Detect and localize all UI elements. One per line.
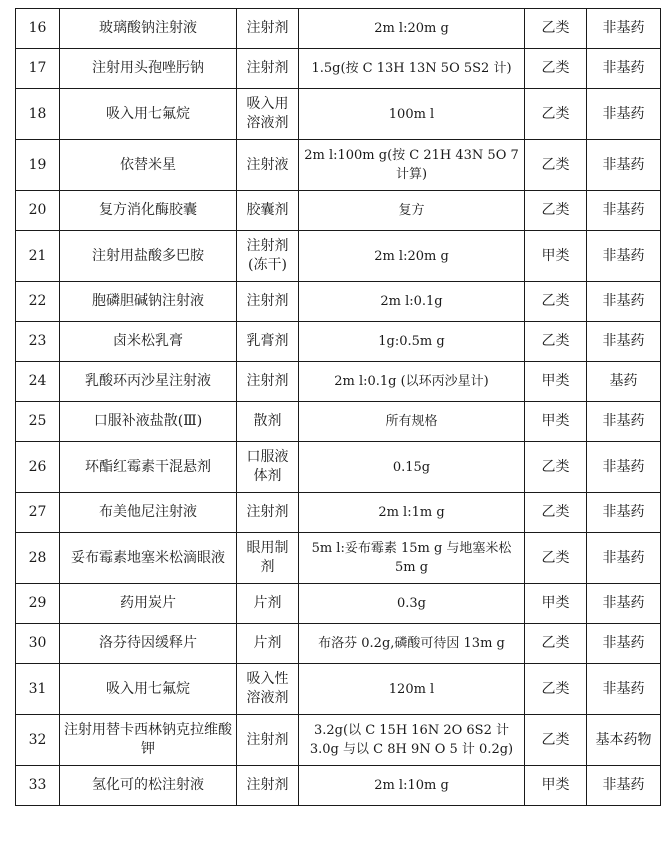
table-row [16,9,661,49]
insurance-class: 乙类 [525,89,587,140]
row-number: 29 [16,584,60,624]
dosage-form: 注射剂 [237,715,299,766]
dosage-form: 吸入性溶液剂 [237,664,299,715]
table-row [16,231,661,282]
dosage-form: 乳膏剂 [237,322,299,362]
insurance-class: 乙类 [525,49,587,89]
row-number: 22 [16,282,60,322]
insurance-class: 乙类 [525,493,587,533]
specification: 布洛芬 0.2g,磷酸可待因 13m g [299,624,525,664]
row-number: 31 [16,664,60,715]
drug-name: 吸入用七氟烷 [60,664,237,715]
essential-status: 非基药 [587,493,661,533]
dosage-form: 注射剂 [237,493,299,533]
drug-name: 布美他尼注射液 [60,493,237,533]
dosage-form: 注射剂 [237,9,299,49]
table-body [16,9,661,806]
row-number: 30 [16,624,60,664]
table-row [16,322,661,362]
drug-name: 依替米星 [60,140,237,191]
drug-name: 玻璃酸钠注射液 [60,9,237,49]
insurance-class: 乙类 [525,191,587,231]
table-row [16,49,661,89]
table-row [16,664,661,715]
specification: 复方 [299,191,525,231]
specification: 2m l:20m g [299,231,525,282]
drug-name: 口服补液盐散(Ⅲ) [60,402,237,442]
essential-status: 非基药 [587,584,661,624]
row-number: 23 [16,322,60,362]
essential-status: 非基药 [587,664,661,715]
row-number: 28 [16,533,60,584]
essential-status: 非基药 [587,89,661,140]
essential-status: 非基药 [587,624,661,664]
row-number: 20 [16,191,60,231]
specification: 5m l:妥布霉素 15m g 与地塞米松 5m g [299,533,525,584]
essential-status: 非基药 [587,140,661,191]
drug-name: 卤米松乳膏 [60,322,237,362]
essential-status: 非基药 [587,191,661,231]
drug-name: 妥布霉素地塞米松滴眼液 [60,533,237,584]
specification: 100m l [299,89,525,140]
table-row [16,533,661,584]
specification: 2m l:0.1g (以环丙沙星计) [299,362,525,402]
specification: 2m l:10m g [299,766,525,806]
insurance-class: 乙类 [525,664,587,715]
insurance-class: 甲类 [525,231,587,282]
essential-status: 非基药 [587,231,661,282]
table-row [16,362,661,402]
row-number: 24 [16,362,60,402]
insurance-class: 乙类 [525,624,587,664]
dosage-form: 眼用制剂 [237,533,299,584]
specification: 3.2g(以 C 15H 16N 2O 6S2 计 3.0g 与以 C 8H 9N O 5 计 0.2g) [299,715,525,766]
essential-status: 非基药 [587,402,661,442]
specification: 1.5g(按 C 13H 13N 5O 5S2 计) [299,49,525,89]
drug-name: 药用炭片 [60,584,237,624]
specification: 0.3g [299,584,525,624]
table-row [16,282,661,322]
dosage-form: 散剂 [237,402,299,442]
row-number: 26 [16,442,60,493]
insurance-class: 甲类 [525,402,587,442]
specification: 120m l [299,664,525,715]
table-row [16,89,661,140]
table-row [16,191,661,231]
dosage-form: 注射剂 [237,49,299,89]
drug-name: 注射用盐酸多巴胺 [60,231,237,282]
dosage-form: 注射剂 [237,766,299,806]
insurance-class: 甲类 [525,362,587,402]
specification: 2m l:0.1g [299,282,525,322]
table-row [16,584,661,624]
specification: 所有规格 [299,402,525,442]
insurance-class: 甲类 [525,766,587,806]
insurance-class: 乙类 [525,442,587,493]
drug-name: 吸入用七氟烷 [60,89,237,140]
essential-status: 非基药 [587,282,661,322]
drug-name: 环酯红霉素干混悬剂 [60,442,237,493]
essential-status: 基本药物 [587,715,661,766]
insurance-class: 乙类 [525,533,587,584]
specification: 2m l:100m g(按 C 21H 43N 5O 7 计算) [299,140,525,191]
row-number: 19 [16,140,60,191]
dosage-form: 吸入用溶液剂 [237,89,299,140]
drug-name: 洛芬待因缓释片 [60,624,237,664]
drug-name: 胞磷胆碱钠注射液 [60,282,237,322]
dosage-form: 片剂 [237,624,299,664]
specification: 2m l:20m g [299,9,525,49]
row-number: 17 [16,49,60,89]
specification: 1g:0.5m g [299,322,525,362]
row-number: 16 [16,9,60,49]
row-number: 27 [16,493,60,533]
drug-name: 注射用替卡西林钠克拉维酸钾 [60,715,237,766]
essential-status: 非基药 [587,533,661,584]
essential-status: 非基药 [587,442,661,493]
essential-status: 基药 [587,362,661,402]
essential-status: 非基药 [587,9,661,49]
row-number: 25 [16,402,60,442]
row-number: 32 [16,715,60,766]
essential-status: 非基药 [587,49,661,89]
dosage-form: 注射剂 [237,362,299,402]
drug-name: 复方消化酶胶囊 [60,191,237,231]
drug-list-table [15,8,661,806]
row-number: 21 [16,231,60,282]
insurance-class: 乙类 [525,140,587,191]
essential-status: 非基药 [587,322,661,362]
dosage-form: 胶囊剂 [237,191,299,231]
dosage-form: 片剂 [237,584,299,624]
table-row [16,402,661,442]
specification: 2m l:1m g [299,493,525,533]
dosage-form: 注射剂(冻干) [237,231,299,282]
insurance-class: 乙类 [525,9,587,49]
insurance-class: 乙类 [525,322,587,362]
essential-status: 非基药 [587,766,661,806]
table-row [16,715,661,766]
row-number: 18 [16,89,60,140]
row-number: 33 [16,766,60,806]
table-row [16,442,661,493]
dosage-form: 注射液 [237,140,299,191]
table-row [16,140,661,191]
insurance-class: 乙类 [525,715,587,766]
insurance-class: 甲类 [525,584,587,624]
specification: 0.15g [299,442,525,493]
drug-name: 氢化可的松注射液 [60,766,237,806]
dosage-form: 口服液体剂 [237,442,299,493]
table-row [16,624,661,664]
drug-name: 乳酸环丙沙星注射液 [60,362,237,402]
table-row [16,766,661,806]
insurance-class: 乙类 [525,282,587,322]
table-row [16,493,661,533]
drug-name: 注射用头孢唑肟钠 [60,49,237,89]
dosage-form: 注射剂 [237,282,299,322]
